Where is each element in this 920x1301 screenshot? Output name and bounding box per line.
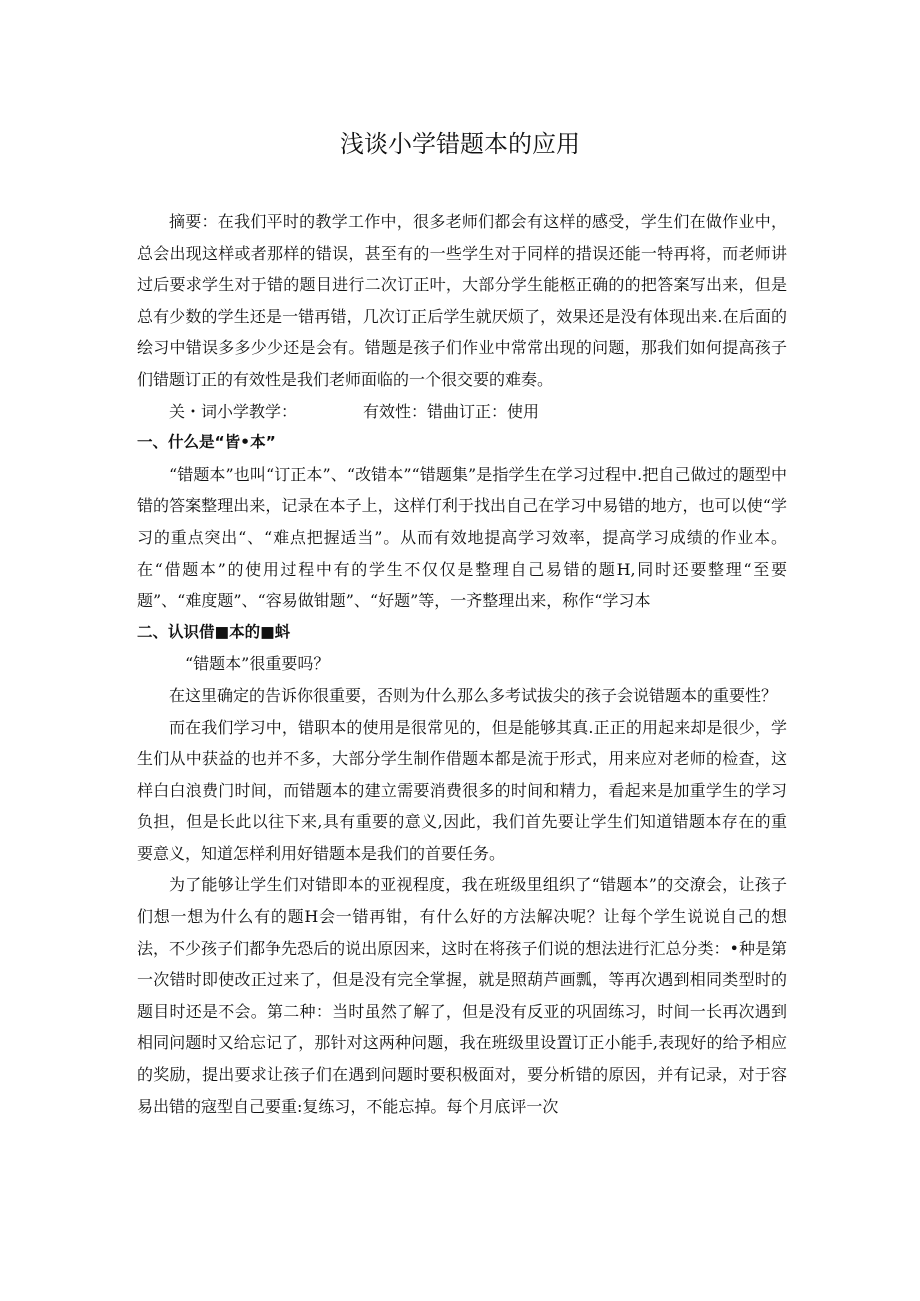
section2-paragraph-1: 在这里确定的告诉你很重要，否则为什么那么多考试拔尖的孩子会说错题本的重要性？ <box>169 685 778 705</box>
section2-question: “错题本”很重要吗？ <box>185 654 330 674</box>
abstract-paragraph: 摘要：在我们平时的教学工作中，很多老师们都会有这样的感受，学生们在做作业中，总会出现这样或者那样的错误，甚至有的一些学生对于同样的措误还能一特再将，而老师讲过后要求学生对于错的题目进行二次订正叶，大部分学生能柩正确的的把答案写出来，但是总有少数的学生还是一错再错，几次订正后学生就厌烦了，效果还是没有体现出来.在后面的绘习中错误多多少少还是会有。错题是孩子们作业中常常出现的问题，那我们如何提高孩子们错题订正的有效性是我们老师面临的一个很交要的难奏。 <box>137 212 787 389</box>
keywords-values: 有效性：错曲订正：使用 <box>363 401 540 421</box>
section2-paragraph-2: 而在我们学习中，错职本的使用是很常见的，但是能够其真.正正的用起来却是很少，学生们从中获益的也并不多，大部分学生制作借题本都是流于形式，用来应对老师的检查，这样白白浪费门时间，而错题本的建立需要消费很多的时间和精力，看起来是加重学生的学习负担，但是长此以往下来,具有重要的意义,因此，我们首先要让学生们知道错题本存在的重要意义，知道怎样利用好错题本是我们的首要任务。 <box>137 717 787 863</box>
keywords-line <box>137 396 787 428</box>
section1-paragraph-1: “错题本”也叫“订正本”、“改错本”“错题集”是指学生在学习过程中.把自己做过的题型中错的答案整理出来，记录在本子上，这样仃利于找出自己在学习中易错的地方，也可以使“学习的重点突出“、“难点把握适当”。从而有效地提高学习效率，提高学习成绩的作业本。在“借题本”的使用过程中有的学生不仅仅是整理自己易错的题H,同时还要整理“至要题”、“难度题”、“容易做钳题”、“好题”等，一齐整理出来，称作“学习本 <box>137 464 787 611</box>
document-body <box>137 206 787 1122</box>
section-heading-2: 二、认识借■本的■蚪 <box>137 622 291 641</box>
section2-paragraph-3: 为了能够让学生们对错即本的亚视程度，我在班级里组织了“错题本”的交潦会，让孩子们想一想为什么有的题H会一错再钳，有什么好的方法解决呢？让每个学生说说自己的想法，不少孩子们都争先恐后的说出原因来，这时在将孩子们说的想法进行汇总分类：•种是第一次错时即使改正过来了，但是没有完全掌握，就是照葫芦画瓢，等再次遇到相同类型时的题目时还是不会。第二种：当时虽然了解了，但是没有反亚的巩固练习，时间一长再次遇到相同问题时又给忘记了，那针对这两种问题，我在班级里设置订正小能手,表现好的给予相应的奖励，提出要求让孩子们在遇到问题时要积极面对，要分析错的原因，并有记录，对于容易出错的寇型自己要重:复练习，不能忘掉。每个月底评一次 <box>137 875 787 1116</box>
section-heading-1: 一、什么是“皆•本” <box>137 433 276 452</box>
document-title: 浅谈小学错题本的应用 <box>340 130 580 158</box>
keywords-label: 关・词小学教学： <box>169 401 298 421</box>
